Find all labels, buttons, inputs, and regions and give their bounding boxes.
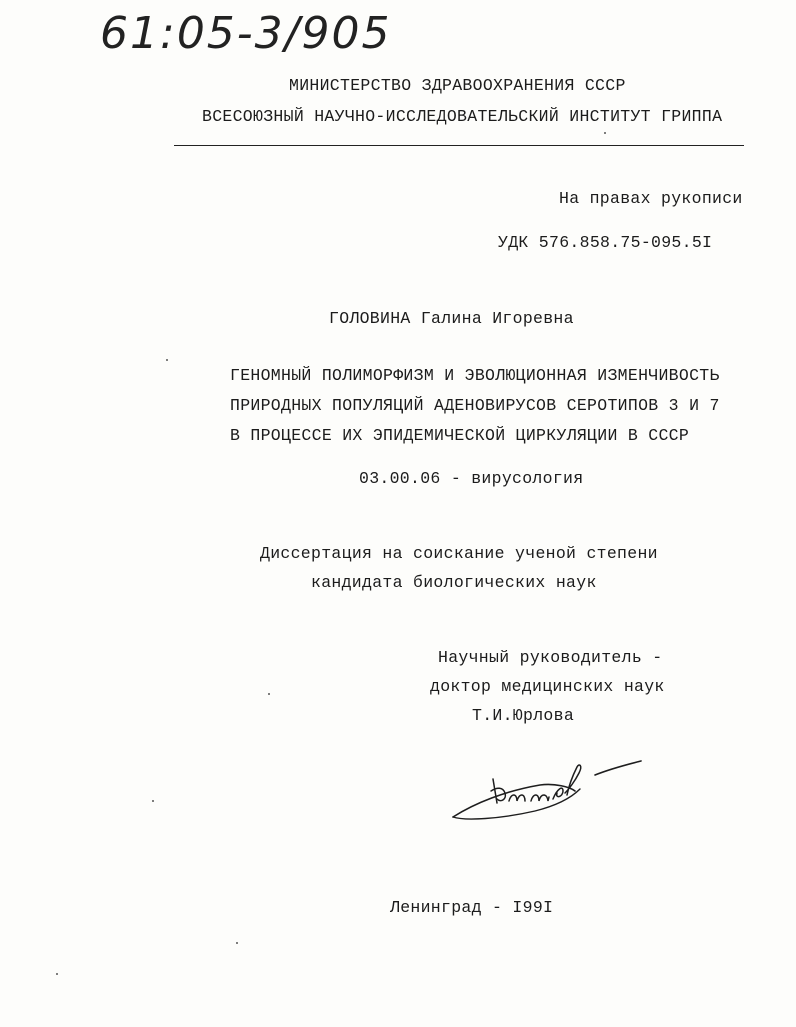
scan-speck — [236, 942, 238, 944]
ministry-heading: МИНИСТЕРСТВО ЗДРАВООХРАНЕНИЯ СССР — [289, 76, 626, 95]
thesis-title-line-3: В ПРОЦЕССЕ ИХ ЭПИДЕМИЧЕСКОЙ ЦИРКУЛЯЦИИ В СССР — [230, 426, 690, 445]
signature — [445, 755, 655, 835]
header-divider — [174, 145, 744, 146]
scan-speck — [268, 693, 270, 695]
udc-code: УДК 576.858.75-095.5I — [498, 233, 713, 252]
thesis-title-line-1: ГЕНОМНЫЙ ПОЛИМОРФИЗМ И ЭВОЛЮЦИОННАЯ ИЗМЕНЧИВОСТЬ — [230, 366, 720, 385]
institute-heading: ВСЕСОЮЗНЫЙ НАУЧНО-ИССЛЕДОВАТЕЛЬСКИЙ ИНСТИТУТ ГРИППА — [202, 107, 723, 126]
scan-speck — [166, 359, 168, 361]
supervisor-name: Т.И.Юрлова — [472, 706, 575, 725]
degree-line-1: Диссертация на соискание ученой степени — [260, 544, 658, 563]
scan-speck — [56, 973, 58, 975]
author-name: ГОЛОВИНА Галина Игоревна — [329, 309, 574, 328]
place-and-year: Ленинград - I99I — [390, 898, 554, 917]
scan-speck — [152, 800, 154, 802]
supervisor-role: Научный руководитель - — [438, 648, 663, 667]
degree-line-2: кандидата биологических наук — [311, 573, 597, 592]
supervisor-degree: доктор медицинских наук — [430, 677, 665, 696]
thesis-title-line-2: ПРИРОДНЫХ ПОПУЛЯЦИЙ АДЕНОВИРУСОВ СЕРОТИПОВ 3 И 7 — [230, 396, 720, 415]
scan-speck — [604, 132, 606, 134]
rights-notice: На правах рукописи — [559, 189, 743, 208]
specialty-code: 03.00.06 - вирусология — [359, 469, 584, 488]
handwritten-archive-number: 61:05-3/905 — [100, 8, 392, 59]
